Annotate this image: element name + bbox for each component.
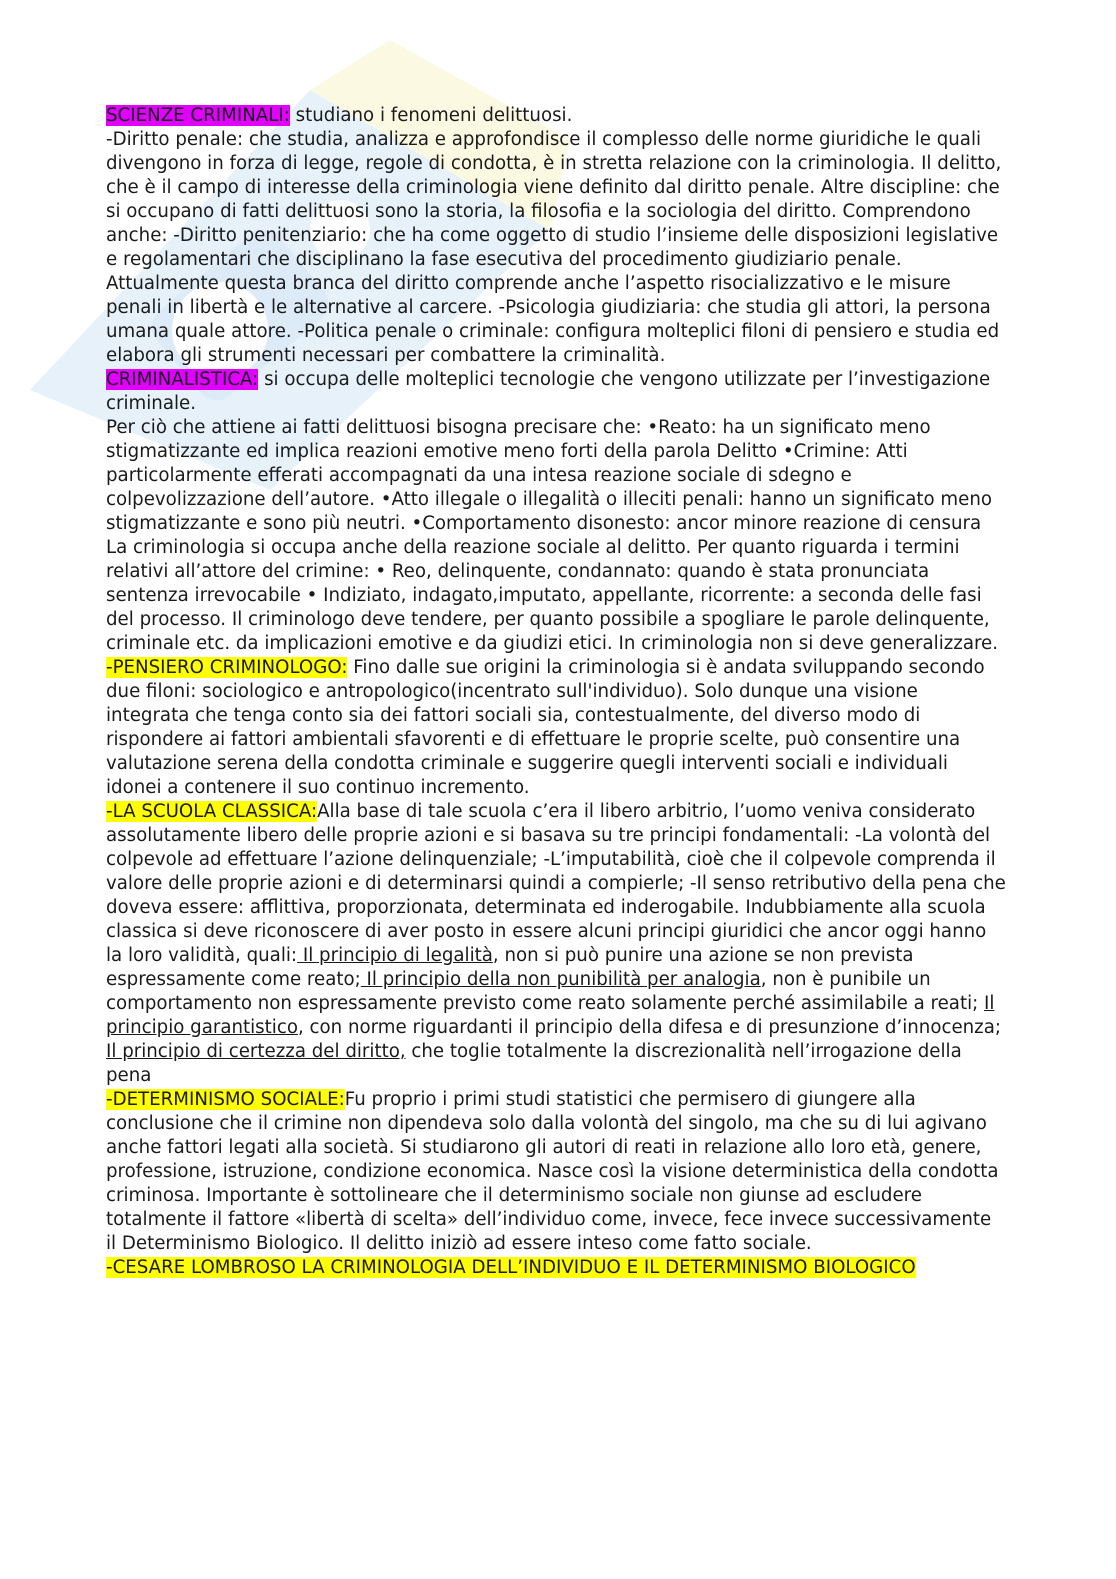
paragraph-criminalistica — [106, 368, 1006, 416]
heading-criminalistica: CRIMINALISTICA: — [106, 369, 259, 390]
paragraph-text: studiano i fenomeni delittuosi. — [289, 105, 573, 126]
paragraph-scuola-classica — [106, 800, 1006, 1088]
heading-pensiero-criminologo: -PENSIERO CRIMINOLOGO: — [106, 657, 348, 678]
underlined-principio-certezza: Il principio di certezza del diritto, — [106, 1041, 406, 1062]
paragraph-diritto-penale: -Diritto penale: che studia, analizza e approfondisce il complesso delle norme giuridiche le quali divengono in forza di legge, regole di condotta, è in stretta relazione con la criminologia. Il delitto, che è il campo di interesse della criminologia viene definito dal diritto penale. Altre discipline: che si occupano di fatti delittuosi sono la storia, la filosofia e la sociologia del diritto. Comprendono anche: -Diritto penitenziario: che ha come oggetto di studio l’insieme delle disposizioni legislative e regolamentari che disciplinano la fase esecutiva del procedimento giudiziario penale. Attualmente questa branca del diritto comprende anche l’aspetto risocializzativo e le misure penali in libertà e le alternative al carcere. -Psicologia giudiziaria: che studia gli attori, la persona umana quale attore. -Politica penale o criminale: configura molteplici filoni di pensiero e studia ed elabora gli strumenti necessari per combattere la criminalità. — [106, 129, 1002, 366]
paragraph-cesare-lombroso — [106, 1256, 1006, 1280]
paragraph-text: Fu proprio i primi studi statistici che permisero di giungere alla conclusione che il crimine non dipendeva solo dalla volontà del singolo, ma che su di lui agivano anche fattori legati alla società. Si studiarono gli autori di reati in relazione allo loro età, genere, professione, istruzione, condizione economica. Nasce così la visione deterministica della condotta criminosa. Importante è sottolineare che il determinismo sociale non giunse ad escludere totalmente il fattore «libertà di scelta» dell’individuo come, invece, fece invece successivamente il Determinismo Biologico. Il delitto iniziò ad essere inteso come fatto sociale. — [106, 1089, 999, 1254]
heading-scuola-classica: -LA SCUOLA CLASSICA: — [106, 801, 318, 822]
heading-determinismo-sociale: -DETERMINISMO SOCIALE: — [106, 1089, 345, 1110]
paragraph-determinismo-sociale — [106, 1088, 1006, 1256]
document-page — [106, 104, 1006, 1280]
heading-scienze-criminali: SCIENZE CRIMINALI: — [106, 105, 290, 126]
paragraph-scienze-criminali — [106, 104, 1006, 128]
underlined-principio-garantistico: Il principio garantistico — [106, 993, 995, 1038]
paragraph-fatti-delittuosi: Per ciò che attiene ai fatti delittuosi bisogna precisare che: •Reato: ha un significato meno stigmatizzante ed implica reazioni emotive meno forti della parola Delitto •Crimine: Atti particolarmente efferati accompagnati da una intesa reazione sociale di sdegno e colpevolizzazione dell’autore. •Atto illegale o illegalità o illeciti penali: hanno un significato meno stigmatizzante e sono più neutri. •Comportamento disonesto: ancor minore reazione di censura La criminologia si occupa anche della reazione sociale al delitto. Per quanto riguarda i termini relativi all’attore del crimine: • Reo, delinquente, condannato: quando è stata pronunciata sentenza irrevocabile • Indiziato, indagato,imputato, appellante, ricorrente: a seconda delle fasi del processo. Il criminologo deve tendere, per quanto possibile a spogliare le parole delinquente, criminale etc. da implicazioni emotive e da giudizi etici. In criminologia non si deve generalizzare. — [106, 417, 999, 654]
paragraph-text: , non si può punire una azione se non prevista espressamente come reato; — [106, 945, 914, 990]
heading-cesare-lombroso: -CESARE LOMBROSO LA CRIMINOLOGIA DELL’INDIVIDUO E IL DETERMINISMO BIOLOGICO — [106, 1257, 916, 1278]
paragraph-pensiero-criminologo — [106, 656, 1006, 800]
paragraph-text: si occupa delle molteplici tecnologie che vengono utilizzate per l’investigazione criminale. — [106, 369, 991, 414]
underlined-principio-analogia: Il principio della non punibilità per analogia — [360, 969, 761, 990]
paragraph-text: Alla base di tale scuola c’era il libero arbitrio, l’uomo veniva considerato assolutamente libero delle proprie azioni e si basava su tre principi fondamentali: -La volontà del colpevole ad effettuare l’azione delinquenziale; -L’imputabilità, cioè che il colpevole comprenda il valore delle proprie azioni e di determinarsi quindi a compierle; -Il senso retributivo della pena che doveva essere: afflittiva, proporzionata, determinata ed inderogabile. Indubbiamente alla scuola classica si deve riconoscere di aver posto in essere alcuni principi giuridici che ancor oggi hanno la loro validità, quali: — [106, 801, 1006, 966]
paragraph-text: , non è punibile un comportamento non espressamente previsto come reato solamente perché assimilabile a reati; — [106, 969, 985, 1014]
paragraph-text: , con norme riguardanti il principio della difesa e di presunzione d’innocenza; — [297, 1017, 1001, 1038]
underlined-principio-legalita: Il principio di legalità — [297, 945, 493, 966]
paragraph-text: che toglie totalmente la discrezionalità nell’irrogazione della pena — [106, 1041, 962, 1086]
paragraph-text: Fino dalle sue origini la criminologia si è andata sviluppando secondo due filoni: sociologico e antropologico(incentrato sull'individuo). Solo dunque una visione integrata che tenga conto sia dei fattori sociali sia, contestualmente, del diverso modo di rispondere ai fattori ambientali sfavorenti e di effettuare le proprie scelte, può consentire una valutazione serena della condotta criminale e suggerire quegli interventi sociali e individuali idonei a contenere il suo continuo incremento. — [106, 657, 985, 798]
